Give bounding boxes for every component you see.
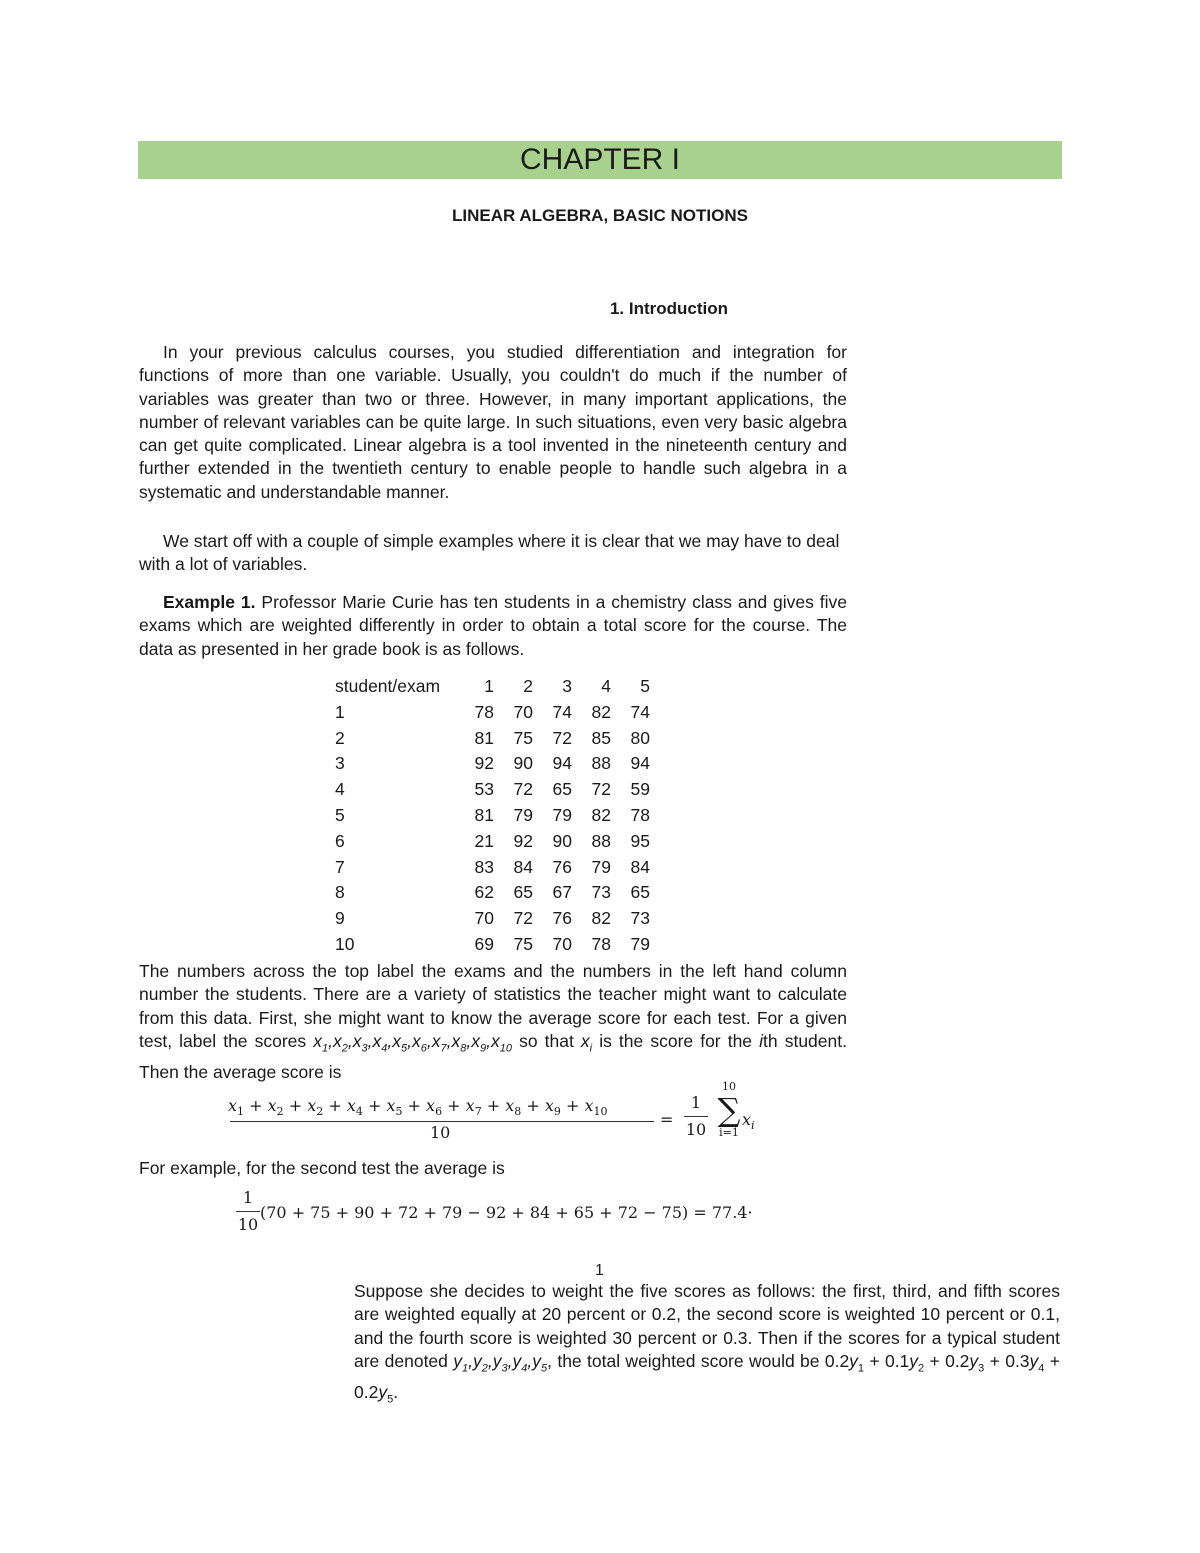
row-label-cell: 6 — [335, 830, 345, 851]
one-tenth-fraction-2 — [236, 1189, 260, 1234]
score-cell: 90 — [552, 830, 572, 851]
table-row — [335, 906, 650, 932]
average-text-a: The numbers across the top label the exams and the numbers in the left hand column number the students. There are a variety of statistics the teacher might want to calculate from this data. First, she might want to know the average score for each test. For a given test, label the scores — [139, 961, 847, 1051]
score-cell: 76 — [552, 908, 572, 929]
score-cell: 84 — [513, 856, 533, 877]
row-label-cell: 3 — [335, 753, 345, 774]
score-cell: 70 — [513, 701, 533, 722]
sum-lower-limit: i=1 — [719, 1126, 739, 1139]
example-label: Example 1. — [163, 592, 256, 612]
weighting-paragraph — [354, 1280, 1060, 1411]
average-paragraph: The numbers across the top label the exams and the numbers in the left hand column number the students. There are a variety of statistics the teacher might want to calculate from this data. First, she might want to know the average score for each test. For a given test, label the scores $x_1,x_2,x_3,x_4,x_5,x_6,x_7,x_8,x_9,x_{10}$ so that $x_i$ is the score for the ith student. Then the average score is — [139, 961, 847, 1082]
score-cell: 92 — [474, 753, 494, 774]
grade-table — [335, 674, 650, 958]
score-cell: 79 — [513, 804, 533, 825]
score-cell: 94 — [552, 753, 572, 774]
row-label-cell: 1 — [335, 701, 345, 722]
score-cell: 88 — [591, 830, 611, 851]
table-row — [335, 700, 650, 726]
score-cell: 72 — [591, 779, 611, 800]
score-cell: 75 — [513, 727, 533, 748]
table-row — [335, 932, 650, 958]
chapter-subtitle: LINEAR ALGEBRA, BASIC NOTIONS — [452, 206, 748, 225]
score-cell: 81 — [474, 804, 494, 825]
table-row — [335, 751, 650, 777]
fraction-denominator-2: 10 — [237, 1215, 259, 1234]
intro-paragraph — [139, 341, 847, 504]
score-cell: 78 — [474, 701, 494, 722]
example-expression: (70 + 75 + 90 + 72 + 79 − 92 + 84 + 65 + 72 − 75) = 77.4· — [260, 1203, 753, 1222]
score-cell: 62 — [474, 882, 494, 903]
table-row — [335, 777, 650, 803]
table-row — [335, 880, 650, 906]
row-label-cell: 8 — [335, 882, 345, 903]
score-cell: 70 — [474, 908, 494, 929]
average-equation — [228, 1080, 788, 1150]
score-cell: 67 — [552, 882, 572, 903]
table-row — [335, 855, 650, 881]
equals-sign: = — [660, 1110, 674, 1129]
score-cell: 82 — [591, 804, 611, 825]
score-cell: 81 — [474, 727, 494, 748]
sigma-symbol: ∑ — [717, 1091, 741, 1129]
score-cell: 79 — [591, 856, 611, 877]
score-cell: 78 — [630, 804, 650, 825]
score-cell: 65 — [552, 779, 572, 800]
score-cell: 74 — [552, 701, 572, 722]
score-cell: 74 — [630, 701, 650, 722]
score-cell: 53 — [474, 779, 494, 800]
score-cell: 72 — [552, 727, 572, 748]
row-label-cell: 4 — [335, 779, 345, 800]
chapter-banner — [138, 141, 1062, 179]
example-average-intro: For example, for the second test the average is — [139, 1158, 505, 1178]
summation — [714, 1080, 744, 1140]
table-row — [335, 829, 650, 855]
row-label-cell: 7 — [335, 856, 345, 877]
section-heading: 1. Introduction — [609, 299, 729, 318]
score-cell: 78 — [591, 933, 611, 954]
chapter-title: CHAPTER I — [519, 143, 681, 176]
weighted-expression: $0.2y_1 + 0.1y_2 + 0.2y_3 + 0.3y_4 + 0.2y_5$. — [354, 1350, 1060, 1406]
score-cell: 79 — [552, 804, 572, 825]
fraction-denominator: 10 — [685, 1120, 707, 1139]
score-cell: 2 — [523, 676, 533, 696]
score-cell: 76 — [552, 856, 572, 877]
row-label-cell: 5 — [335, 804, 345, 825]
score-cell: 79 — [630, 933, 650, 954]
fraction-bar — [230, 1121, 654, 1122]
score-cell: 73 — [630, 908, 650, 929]
row-label-cell: 10 — [335, 933, 355, 954]
example-1-paragraph — [139, 591, 847, 661]
score-cell: 72 — [513, 779, 533, 800]
score-cell: 5 — [640, 676, 650, 696]
average-text-d: student. Then the average score is — [139, 1030, 847, 1082]
example-average-equation — [230, 1187, 790, 1239]
average-text-c: is the score for the — [592, 1030, 760, 1051]
page-number: 1 — [595, 1262, 604, 1279]
weighting-text-b: , the total weighted score would be — [547, 1350, 825, 1371]
score-variables: $x_1,x_2,x_3,x_4,x_5,x_6,x_7,x_8,x_9,x_{10}$ — [313, 1030, 512, 1055]
score-cell: 95 — [630, 830, 650, 851]
score-cell: 65 — [513, 882, 533, 903]
score-cell: 82 — [591, 908, 611, 929]
table-row — [335, 726, 650, 752]
fraction-numerator-2: 1 — [242, 1188, 254, 1207]
score-cell: 92 — [513, 830, 533, 851]
score-cell: 1 — [484, 676, 494, 696]
score-cell: 21 — [474, 830, 494, 851]
score-cell: 72 — [513, 908, 533, 929]
example-1-text: Professor Marie Curie has ten students in a chemistry class and gives five exams which are weighted differently in order to obtain a total score for the course. The data as presented in her grade book is as follows. — [139, 592, 847, 659]
examples-text: We start off with a couple of simple examples where it is clear that we may have to deal with a lot of variables. — [139, 531, 840, 575]
score-cell: 69 — [474, 933, 494, 954]
score-cell: 88 — [591, 753, 611, 774]
score-cell: 83 — [474, 856, 494, 877]
table-row — [335, 803, 650, 829]
score-cell: 70 — [552, 933, 572, 954]
score-cell: 94 — [630, 753, 650, 774]
average-denominator: 10 — [430, 1123, 451, 1142]
score-cell: 59 — [630, 779, 650, 800]
intro-text: In your previous calculus courses, you studied differentiation and integration for functions of more than one variable. Usually, you couldn't do much if the number of variables was greater than two or three. However, in many important applications, the number of relevant variables can be quite large. In such situations, even very basic algebra can get quite complicated. Linear algebra is a tool invented in the nineteenth century and further extended in the twentieth century to enable people to handle such algebra in a systematic and understandable manner. — [139, 342, 847, 502]
weighting-text-a: Suppose she decides to weight the five scores as follows: the first, third, and fifth scores are weighted equally at 20 percent or 0.2, the second score is weighted 10 percent or 0.1, and the fourth score is weighted 30 percent or 0.3. Then if the scores for a typical student are denoted — [354, 1281, 1060, 1371]
row-label-cell: 9 — [335, 908, 345, 929]
average-numerator: $x_1 + x_2 + x_2 + x_4 + x_5 + x_6 + x_7 + x_8 + x_9 + x_{10}$ — [228, 1096, 608, 1119]
score-cell: 75 — [513, 933, 533, 954]
ith-word: i — [759, 1030, 764, 1051]
score-cell: 4 — [601, 676, 611, 696]
average-text-b: so that — [512, 1030, 581, 1051]
one-tenth-fraction — [684, 1094, 708, 1139]
score-cell: 90 — [513, 753, 533, 774]
score-cell: 80 — [630, 727, 650, 748]
score-cell: 85 — [591, 727, 611, 748]
fraction-numerator: 1 — [690, 1093, 702, 1112]
row-label-cell: student/exam — [335, 676, 441, 696]
score-cell: 84 — [630, 856, 650, 877]
sum-term: $x_i$ — [742, 1110, 755, 1133]
sum-upper-limit: 10 — [722, 1080, 736, 1093]
score-cell: 3 — [562, 676, 572, 696]
score-cell: 65 — [630, 882, 650, 903]
examples-paragraph — [139, 530, 865, 577]
xi-variable: $x_i$ — [580, 1030, 593, 1055]
score-cell: 73 — [591, 882, 611, 903]
score-cell: 82 — [591, 701, 611, 722]
row-label-cell: 2 — [335, 727, 345, 748]
table-header-row — [335, 674, 650, 700]
y-variables: $y_1,y_2,y_3,y_4,y_5$ — [453, 1350, 548, 1375]
